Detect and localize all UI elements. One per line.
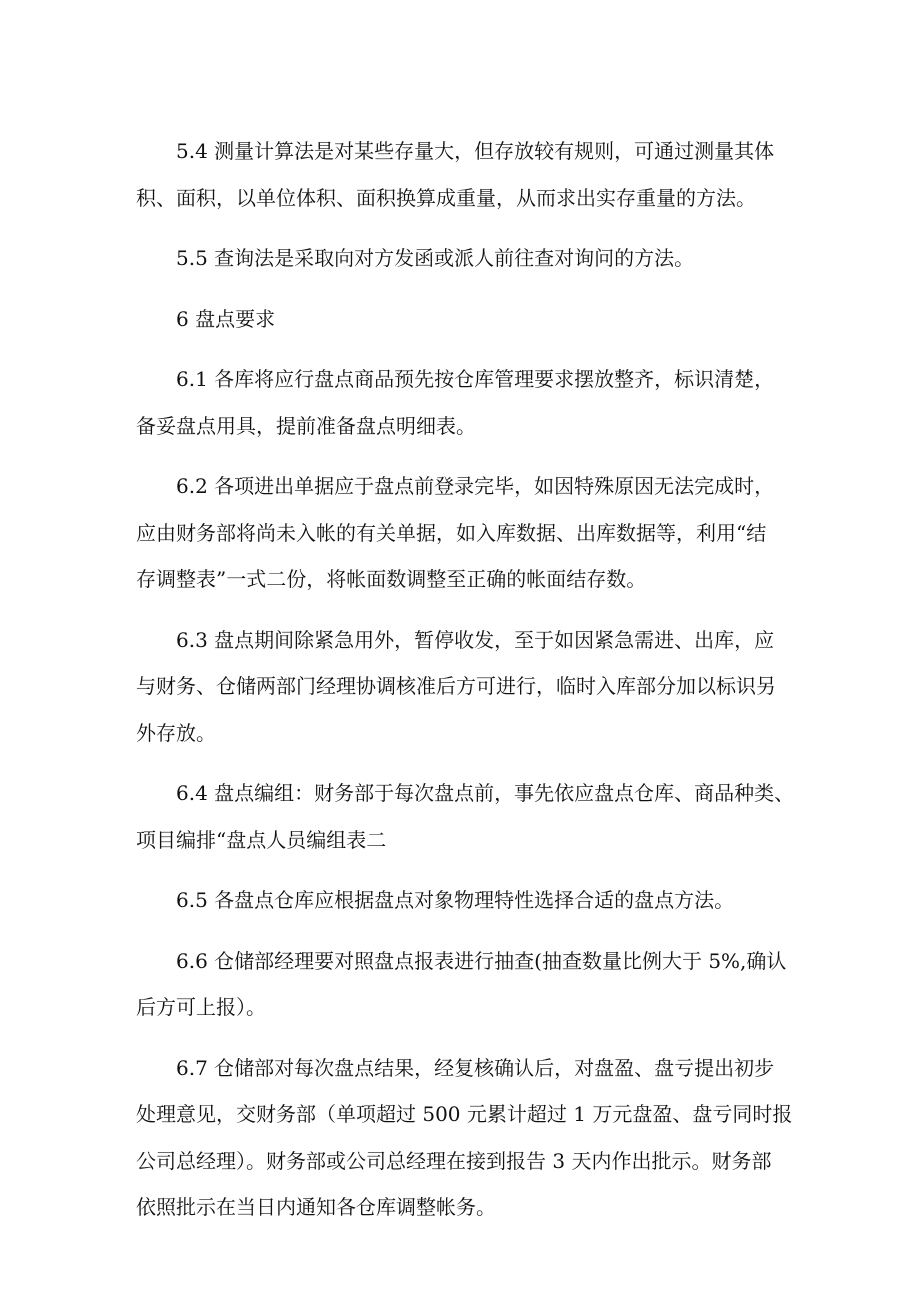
paragraph-6-3 (136, 617, 800, 757)
paragraph-6-1 (136, 356, 800, 449)
text-line: 与财务、仓储两部门经理协调核准后方可进行，临时入库部分加以标识另 (136, 674, 776, 698)
text-line: 5.5 查询法是采取向对方发函或派人前往查对询问的方法。 (176, 246, 695, 270)
text-line: 6.7 仓储部对每次盘点结果，经复核确认后，对盘盈、盘亏提出初步 (176, 1055, 775, 1080)
text-line: 处理意见，交财务部（单项超过 500 元累计超过 1 万元盘盈、盘亏同时报 (136, 1102, 793, 1126)
text-line: 6.1 各库将应行盘点商品预先按仓库管理要求摆放整齐，标识清楚， (176, 367, 775, 391)
text-line: 6.3 盘点期间除紧急用外，暂停收发，至于如因紧急需进、出库，应 (176, 627, 775, 652)
section-heading-6 (136, 296, 800, 343)
text-line: 6.4 盘点编组：财务部于每次盘点前，事先依应盘点仓库、商品种类、 (176, 781, 795, 805)
text-line: 备妥盘点用具，提前准备盘点明细表。 (136, 413, 476, 438)
text-line: 公司总经理）。财务部或公司总经理在接到报告 3 天内作出批示。财务部 (136, 1148, 772, 1173)
text-line: 5.4 测量计算法是对某些存量大，但存放较有规则，可通过测量其体 (176, 139, 775, 163)
text-line: 6.5 各盘点仓库应根据盘点对象物理特性选择合适的盘点方法。 (176, 888, 735, 912)
paragraph-6-5 (136, 877, 800, 924)
text-line: 外存放。 (136, 720, 216, 745)
text-line: 6.2 各项进出单据应于盘点前登录完毕，如因特殊原因无法完成时， (176, 474, 775, 498)
paragraph-6-7 (136, 1045, 800, 1231)
document-body (136, 128, 800, 1245)
text-line: 6.6 仓储部经理要对照盘点报表进行抽查(抽查数量比例大于 5%,确认 (176, 948, 787, 973)
paragraph-5-4 (136, 128, 800, 221)
text-line: 项目编排“盘点人员编组表二 (136, 827, 387, 852)
text-line: 应由财务部将尚未入帐的有关单据，如入库数据、出库数据等，利用“结 (136, 520, 767, 545)
text-line: 积、面积，以单位体积、面积换算成重量，从而求出实存重量的方法。 (136, 185, 756, 210)
text-line: 后方可上报）。 (136, 995, 266, 1019)
paragraph-6-4 (136, 770, 800, 863)
text-line: 6 盘点要求 (176, 306, 276, 331)
paragraph-6-2 (136, 463, 800, 603)
text-line: 存调整表”一式二份，将帐面数调整至正确的帐面结存数。 (136, 567, 647, 591)
text-line: 依照批示在当日内通知各仓库调整帐务。 (136, 1195, 496, 1219)
paragraph-5-5 (136, 235, 800, 282)
paragraph-6-6 (136, 938, 800, 1031)
